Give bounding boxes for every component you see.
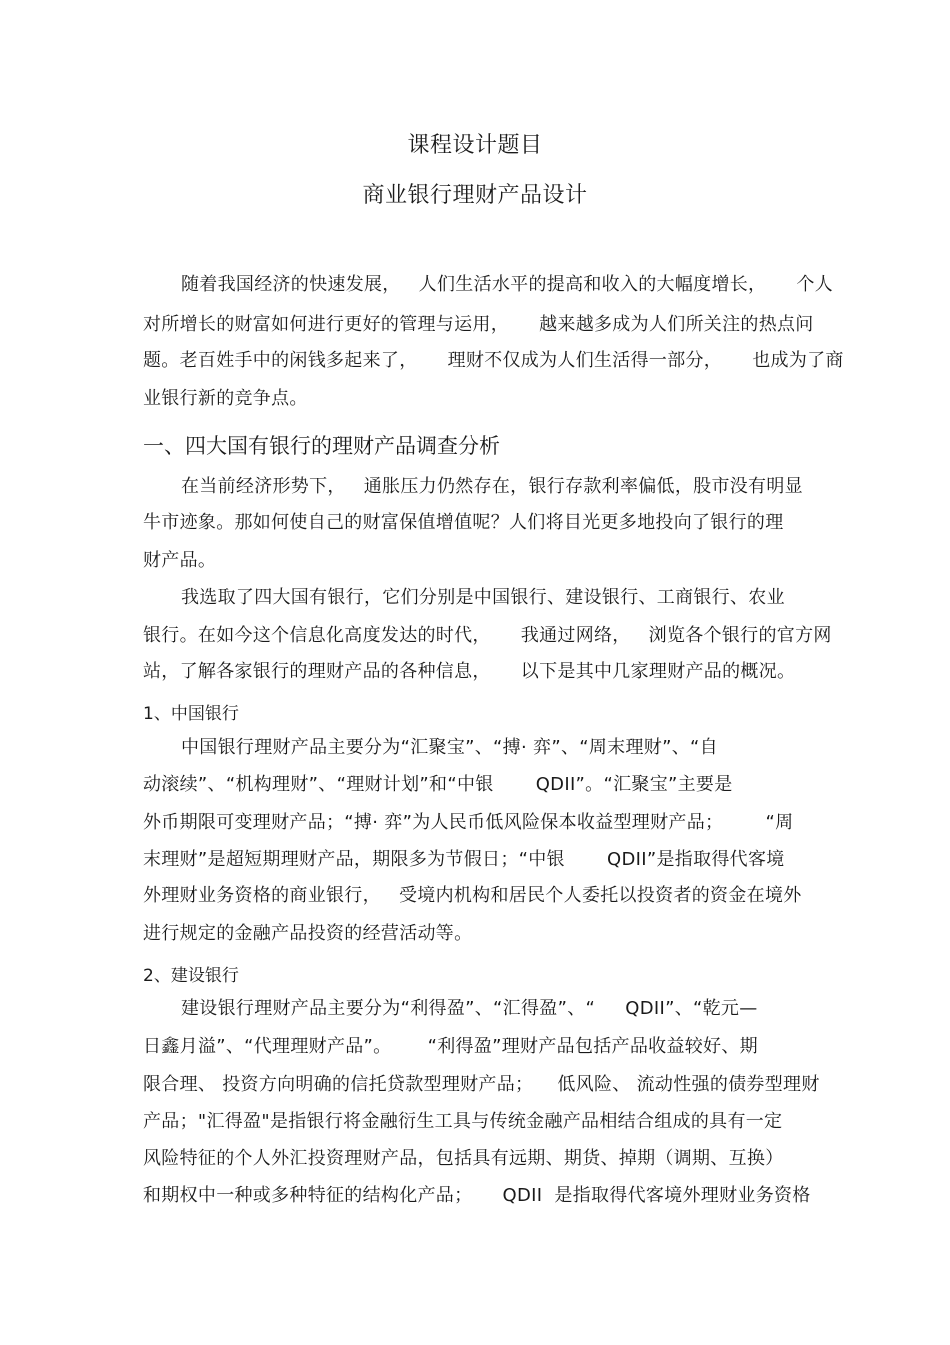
text-line: 业银行新的竞争点。 — [143, 388, 308, 409]
text-line: 限合理、 投资方向明确的信托贷款型理财产品； 低风险、 流动性强的债券型理财 — [143, 1074, 820, 1095]
text-line: 站，了解各家银行的理财产品的各种信息， 以下是其中几家理财产品的概况。 — [143, 661, 796, 682]
text-line: 随着我国经济的快速发展， 人们生活水平的提高和收入的大幅度增长， 个人 — [181, 274, 834, 295]
subsection-heading: 1、中国银行 — [143, 704, 239, 724]
text-line: 产品；"汇得盈"是指银行将金融衍生工具与传统金融产品相结合组成的具有一定 — [143, 1111, 783, 1132]
document-title: 商业银行理财产品设计 — [362, 183, 588, 208]
text-line: 风险特征的个人外汇投资理财产品，包括具有远期、期货、掉期（调期、互换） — [143, 1148, 784, 1169]
text-line: 建设银行理财产品主要分为“利得盈”、“汇得盈”、“ QDII”、“乾元— — [181, 998, 758, 1019]
text-line: 对所增长的财富如何进行更好的管理与运用， 越来越多成为人们所关注的热点问 — [143, 314, 814, 335]
text-line: 外币期限可变理财产品；“搏· 弈”为人民币低风险保本收益型理财产品； “周 — [143, 812, 794, 833]
subsection-heading: 2、建设银行 — [143, 966, 239, 986]
text-line: 题。老百姓手中的闲钱多起来了， 理财不仅成为人们生活得一部分， 也成为了商 — [143, 350, 844, 371]
text-line: 中国银行理财产品主要分为“汇聚宝”、“搏· 弈”、“周末理财”、“自 — [181, 737, 718, 758]
text-line: 动滚续”、“机构理财”、“理财计划”和“中银 QDII”。“汇聚宝”主要是 — [143, 774, 733, 795]
text-line: 在当前经济形势下， 通胀压力仍然存在，银行存款利率偏低，股市没有明显 — [181, 476, 803, 497]
section-heading: 一、四大国有银行的理财产品调查分析 — [143, 434, 500, 458]
text-line: 我选取了四大国有银行，它们分别是中国银行、建设银行、工商银行、农业 — [181, 587, 785, 608]
text-line: 日鑫月溢”、“代理理财产品”。 “利得盈”理财产品包括产品收益较好、期 — [143, 1036, 758, 1057]
text-line: 和期权中一种或多种特征的结构化产品； QDII 是指取得代客境外理财业务资格 — [143, 1185, 811, 1206]
text-line: 银行。在如今这个信息化高度发达的时代， 我通过网络， 浏览各个银行的官方网 — [143, 625, 832, 646]
text-line: 末理财”是超短期理财产品，期限多为节假日；“中银 QDII”是指取得代客境 — [143, 849, 785, 870]
text-line: 进行规定的金融产品投资的经营活动等。 — [143, 923, 473, 944]
course-design-title: 课程设计题目 — [407, 133, 543, 158]
text-line: 外理财业务资格的商业银行， 受境内机构和居民个人委托以投资者的资金在境外 — [143, 885, 802, 906]
text-line: 牛市迹象。那如何使自己的财富保值增值呢？人们将目光更多地投向了银行的理 — [143, 512, 784, 533]
text-line: 财产品。 — [143, 550, 217, 571]
